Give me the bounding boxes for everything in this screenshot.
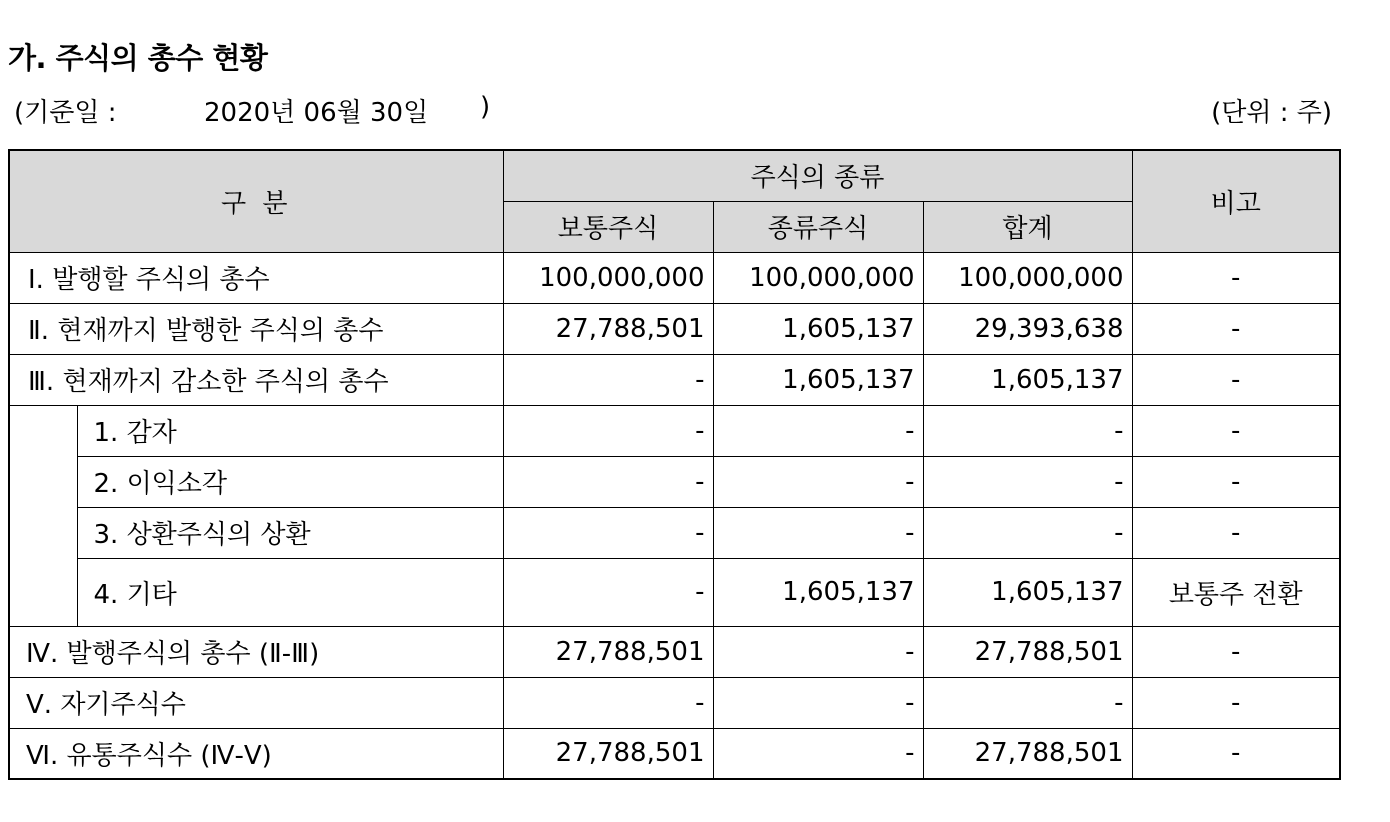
basis-date: 2020년 06월 30일 [204,98,429,128]
share-count-table [8,149,1341,780]
subrow-label: 2. 이익소각 [77,456,503,507]
cell-common: - [503,354,713,405]
cell-preferred: 1,605,137 [713,354,923,405]
row-label: Ⅰ. 발행할 주식의 총수 [9,252,503,303]
basis-line [14,92,1332,128]
cell-total: 29,393,638 [923,303,1132,354]
cell-preferred: - [713,405,923,456]
cell-preferred: 1,605,137 [713,558,923,626]
cell-total: - [923,507,1132,558]
cell-note: - [1132,405,1340,456]
table-subrow [9,507,1340,558]
table-row [9,728,1340,779]
cell-total: 27,788,501 [923,728,1132,779]
cell-preferred: - [713,456,923,507]
subrow-label: 1. 감자 [77,405,503,456]
cell-note: - [1132,728,1340,779]
header-total: 합계 [923,201,1132,252]
cell-preferred: - [713,507,923,558]
row-label: Ⅱ. 현재까지 발행한 주식의 총수 [9,303,503,354]
row-label: Ⅳ. 발행주식의 총수 (Ⅱ-Ⅲ) [9,626,503,677]
table-subrow [9,456,1340,507]
basis-date-close: ) [480,92,491,122]
cell-common: 27,788,501 [503,626,713,677]
indent-spacer [9,405,77,626]
subrow-label: 4. 기타 [77,558,503,626]
cell-preferred: - [713,677,923,728]
cell-note: - [1132,507,1340,558]
cell-common: - [503,507,713,558]
cell-total: 1,605,137 [923,558,1132,626]
cell-common: 100,000,000 [503,252,713,303]
cell-note: - [1132,252,1340,303]
table-subrow [9,558,1340,626]
cell-common: - [503,677,713,728]
cell-note: 보통주 전환 [1132,558,1340,626]
cell-common: - [503,405,713,456]
table-row [9,354,1340,405]
cell-common: 27,788,501 [503,728,713,779]
cell-preferred: - [713,728,923,779]
header-note: 비고 [1132,150,1340,252]
subrow-label: 3. 상환주식의 상환 [77,507,503,558]
cell-note: - [1132,626,1340,677]
table-row [9,303,1340,354]
cell-note: - [1132,354,1340,405]
header-category: 구 분 [9,150,503,252]
cell-note: - [1132,677,1340,728]
cell-preferred: - [713,626,923,677]
table-subrow [9,405,1340,456]
cell-total: 1,605,137 [923,354,1132,405]
section-title: 가. 주식의 총수 현황 [8,41,268,75]
cell-preferred: 100,000,000 [713,252,923,303]
table-row [9,677,1340,728]
cell-note: - [1132,456,1340,507]
cell-total: - [923,677,1132,728]
header-kind-group: 주식의 종류 [503,150,1132,201]
cell-preferred: 1,605,137 [713,303,923,354]
cell-total: - [923,405,1132,456]
row-label: Ⅴ. 자기주식수 [9,677,503,728]
row-label: Ⅵ. 유통주식수 (Ⅳ-Ⅴ) [9,728,503,779]
cell-common: 27,788,501 [503,303,713,354]
header-preferred: 종류주식 [713,201,923,252]
cell-total: - [923,456,1132,507]
basis-date-label: (기준일 : [14,98,117,128]
cell-note: - [1132,303,1340,354]
cell-total: 100,000,000 [923,252,1132,303]
cell-common: - [503,558,713,626]
row-label: Ⅲ. 현재까지 감소한 주식의 총수 [9,354,503,405]
header-common: 보통주식 [503,201,713,252]
table-row [9,252,1340,303]
table-row [9,626,1340,677]
cell-total: 27,788,501 [923,626,1132,677]
unit-label: (단위 : 주) [1211,98,1332,128]
cell-common: - [503,456,713,507]
